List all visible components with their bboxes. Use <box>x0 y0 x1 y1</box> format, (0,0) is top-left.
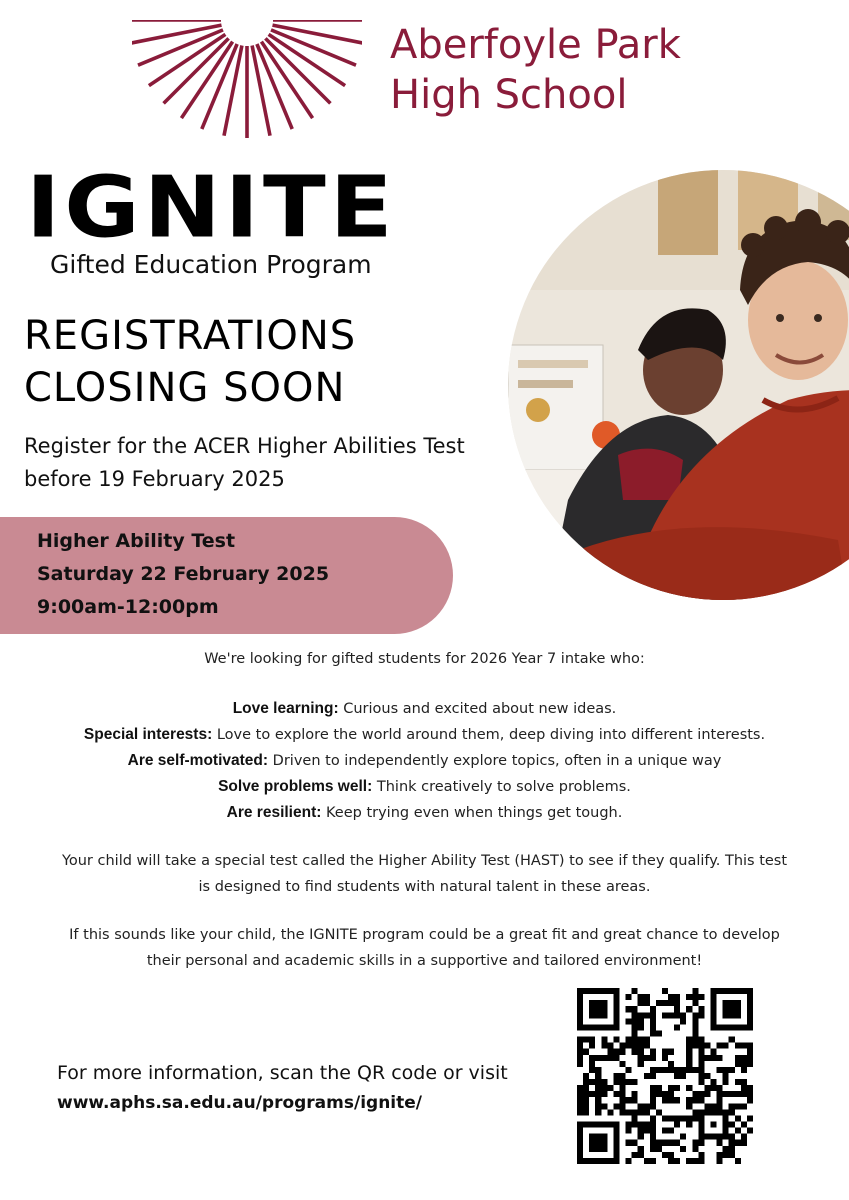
registration-heading <box>24 310 356 414</box>
trait-item <box>0 722 849 748</box>
test-details-banner <box>0 517 453 634</box>
registration-subtext-line2: before 19 February 2025 <box>24 467 285 491</box>
test-name: Higher Ability Test <box>37 530 236 552</box>
school-name-line1: Aberfoyle Park <box>390 22 681 68</box>
student-photo <box>508 170 849 600</box>
trait-label: Special interests: <box>83 726 213 743</box>
trait-item <box>0 800 849 826</box>
qr-code-icon[interactable] <box>577 988 753 1164</box>
trait-description: Driven to independently explore topics, often in a unique way <box>272 753 722 769</box>
registration-subtext-line1: Register for the ACER Higher Abilities Test <box>24 434 465 458</box>
school-name <box>390 20 681 120</box>
sunburst-logo-icon <box>132 20 362 138</box>
program-title: IGNITE <box>26 158 397 257</box>
trait-label: Solve problems well: <box>218 778 373 795</box>
trait-description: Curious and excited about new ideas. <box>343 701 617 717</box>
test-time: 9:00am-12:00pm <box>37 596 219 618</box>
registration-heading-line2: CLOSING SOON <box>24 365 346 411</box>
test-date: Saturday 22 February 2025 <box>37 563 330 585</box>
trait-description: Keep trying even when things get tough. <box>326 805 623 821</box>
ignite-paragraph-line1: If this sounds like your child, the IGNITE program could be a great fit and great chance to develop <box>69 927 780 943</box>
registration-heading-line1: REGISTRATIONS <box>24 313 357 359</box>
ignite-paragraph-line2: their personal and academic skills in a supportive and tailored environment! <box>146 953 703 969</box>
trait-label: Are resilient: <box>226 804 322 821</box>
intro-text: We're looking for gifted students for 2026 Year 7 intake who: <box>204 651 645 667</box>
more-info-text: For more information, scan the QR code or visit <box>57 1062 508 1084</box>
program-url[interactable]: www.aphs.sa.edu.au/programs/ignite/ <box>57 1093 422 1113</box>
traits-list <box>0 696 849 826</box>
school-name-line2: High School <box>390 72 628 118</box>
registration-subtext <box>24 430 465 496</box>
program-subtitle: Gifted Education Program <box>50 250 372 279</box>
trait-item <box>0 774 849 800</box>
hast-paragraph-line2: is designed to find students with natural talent in these areas. <box>198 879 651 895</box>
trait-description: Think creatively to solve problems. <box>376 779 631 795</box>
trait-label: Love learning: <box>232 700 339 717</box>
trait-item <box>0 748 849 774</box>
trait-description: Love to explore the world around them, deep diving into different interests. <box>216 727 766 743</box>
hast-paragraph-line1: Your child will take a special test called the Higher Ability Test (HAST) to see if they qualify. This test <box>61 853 788 869</box>
ignite-paragraph <box>0 922 849 974</box>
trait-item <box>0 696 849 722</box>
hast-paragraph <box>0 848 849 900</box>
trait-label: Are self-motivated: <box>127 752 269 769</box>
